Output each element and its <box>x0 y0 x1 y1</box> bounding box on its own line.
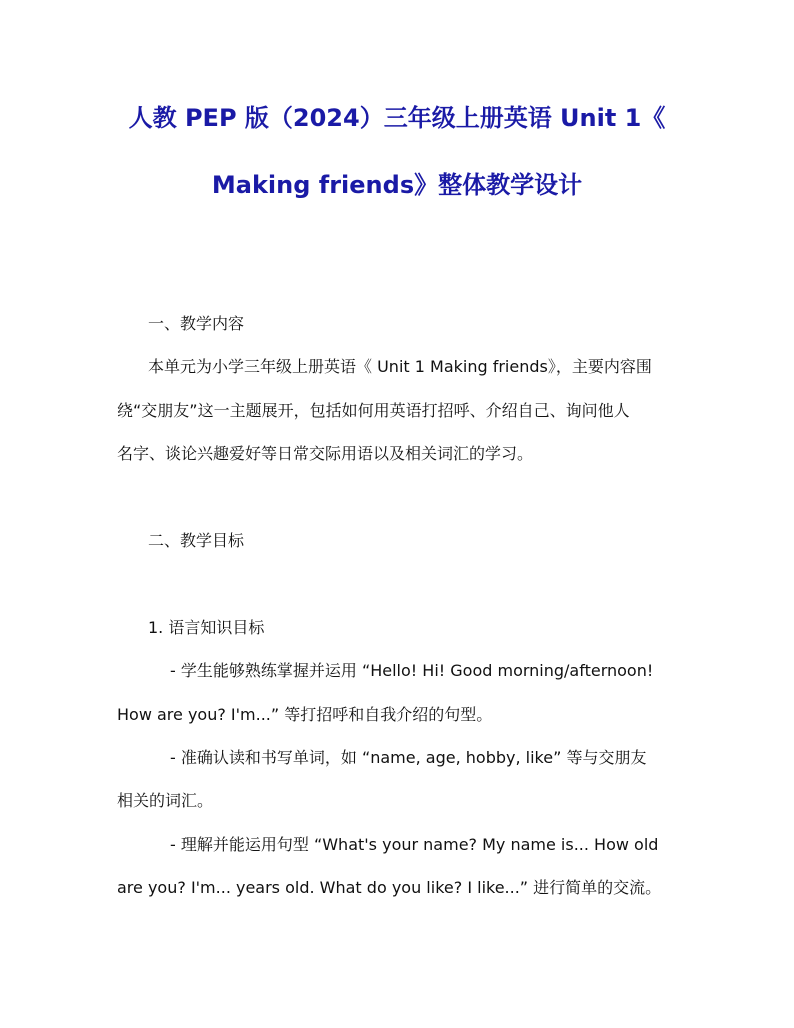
paragraph-line: 绕“交朋友”这一主题展开，包括如何用英语打招呼、介绍自己、询问他人 <box>117 401 630 420</box>
objective-item-line: - 学生能够熟练掌握并运用 “Hello! Hi! Good morning/afternoon! <box>170 661 654 680</box>
objective-item-line: How are you? I'm...” 等打招呼和自我介绍的句型。 <box>117 705 493 724</box>
objective-item-line: - 准确认读和书写单词，如 “name, age, hobby, like” 等与交朋友 <box>170 748 647 767</box>
objective-item-line: 相关的词汇。 <box>117 791 214 810</box>
paragraph-line: 名字、谈论兴趣爱好等日常交际用语以及相关词汇的学习。 <box>117 444 534 463</box>
paragraph-line: 本单元为小学三年级上册英语《 Unit 1 Making friends》，主要内容围 <box>148 357 652 376</box>
subheading-language-knowledge: 1. 语言知识目标 <box>148 618 265 637</box>
section-heading-content: 一、教学内容 <box>148 314 245 333</box>
document-title-line-2: Making friends》整体教学设计 <box>211 171 583 199</box>
document-title-line-1: 人教 PEP 版（2024）三年级上册英语 Unit 1《 <box>128 104 666 132</box>
section-heading-objectives: 二、教学目标 <box>148 531 245 550</box>
objective-item-line: - 理解并能运用句型 “What's your name? My name is... How old <box>170 835 659 854</box>
objective-item-line: are you? I'm... years old. What do you like? I like...” 进行简单的交流。 <box>117 878 662 897</box>
